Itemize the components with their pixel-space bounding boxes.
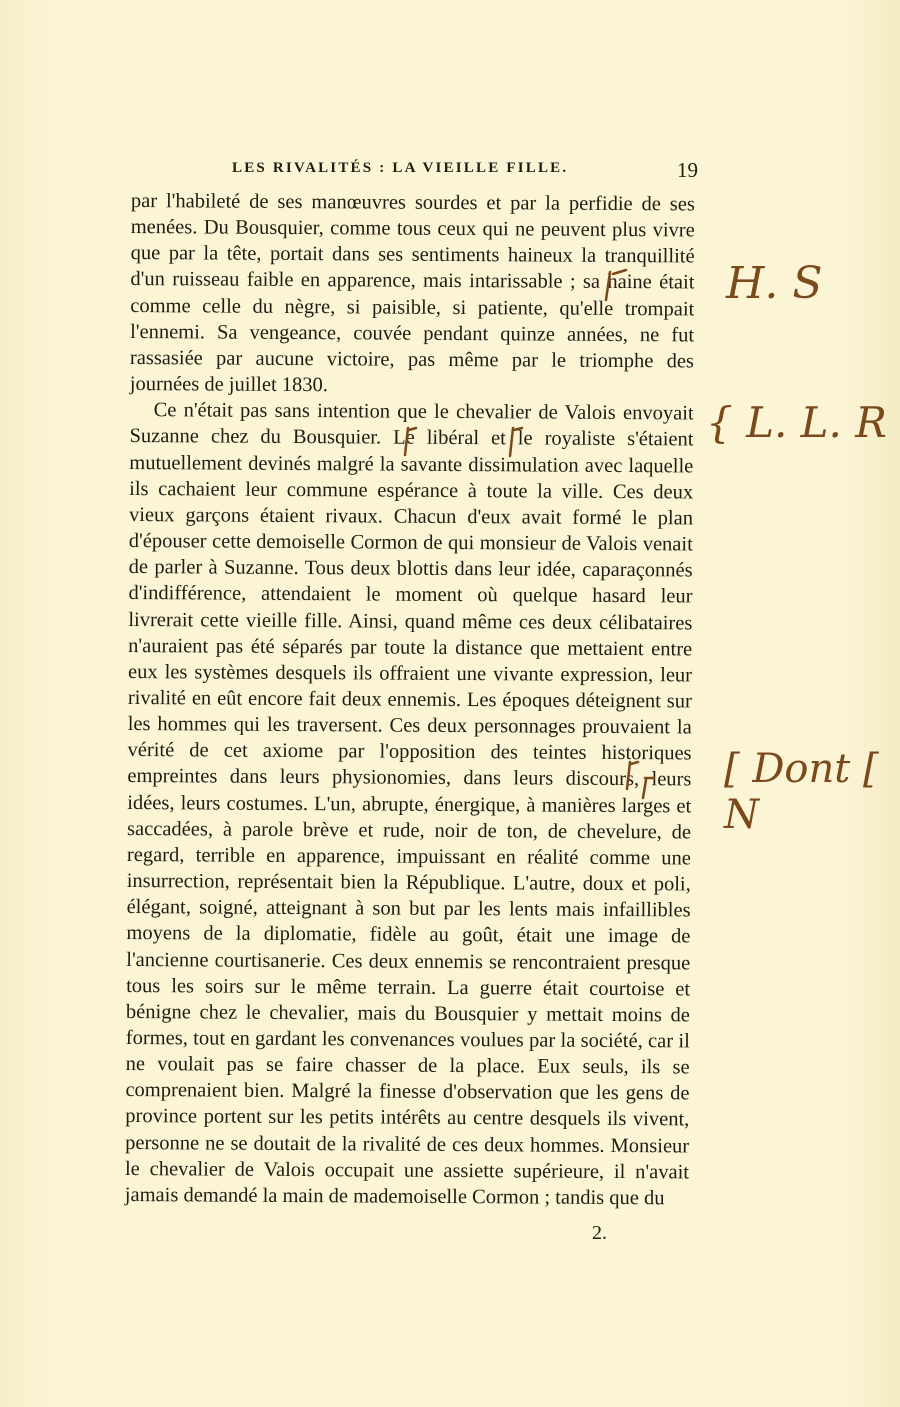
margin-note: { L. L. R (706, 398, 887, 447)
page-number: 19 (677, 158, 698, 182)
insertion-mark (405, 428, 416, 455)
insertion-mark (510, 428, 522, 456)
margin-note: H. S (726, 258, 823, 309)
margin-note: [ Dont [ N (724, 746, 879, 838)
paragraph: par l'habileté de ses manœuvres sourdes et par la perfidie de ses menées. Du Bousquier, comme tous ceux qui ne peuvent plus vivre que par la tête, portait dans ses sentiments haineux la tranquillité d'un ruisseau faible en apparence, mais intarissable ; sa haine était comme celle du nègre, si paisible, si patiente, qu'elle trompait l'ennemi. Sa vengeance, couvée pendant quinze années, ne fut rassasiée par aucune victoire, pas même par le triomphe des journées de juillet 1830. (129, 189, 695, 397)
insertion-mark (606, 270, 626, 300)
paragraph: Ce n'était pas sans intention que le chevalier de Valois envoyait Suzanne chez du Bousquier. Le libéral et le royaliste s'étaient mutuellement devinés malgré la savante dissimulation avec laquelle ils cachaient leur commune espérance à toute la ville. Ces deux vieux garçons étaient rivaux. Chacun d'eux avait formé le plan d'épouser cette demoiselle Cormon de qui monsieur de Valois venait de parler à Suzanne. Tous deux blottis dans leur idée, caparaçonnés d'indifférence, attendaient le moment où quelque hasard leur livrerait cette vieille fille. Ainsi, quand même ces deux célibataires n'auraient pas été séparés par toute la distance que mettaient entre eux les systèmes desquels ils offraient une vivante expression, leur rivalité en eût encore fait deux ennemis. Les époques déteignent sur les hommes qui les traversent. Ces deux personnages prouvaient la vérité de cet axiome par l'opposition des teintes historiques empreintes dans leurs physionomies, dans leurs discours, leurs idées, leurs costumes. L'un, abrupte, énergique, à manières larges et saccadées, à parole brève et rude, noir de ton, de chevelure, de regard, terrible en apparence, impuissant en réalité comme une insurrection, représentait bien la République. L'autre, doux et poli, élégant, soigné, atteignant à son but par les lents mais infaillibles moyens de la diplomatie, fidèle au goût, était une image de l'ancienne courtisanerie. Ces deux ennemis se rencontraient presque tous les soirs sur le même terrain. La guerre était courtoise et bénigne chez le chevalier, mais du Bousquier y mettait moins de formes, tout en gardant les convenances voulues par la société, car il ne voulait pas se faire chasser de la place. Eux seuls, ils se comprenaient bien. Malgré la finesse d'observation que les gens de province portent sur les petits intérêts au centre desquels ils vivent, personne ne se doutait de la rivalité de ces deux hommes. Monsieur le chevalier de Valois occupait une assiette supérieure, il n'avait jamais demandé la main de mademoiselle Cormon ; tandis que du (124, 399, 694, 1210)
insertion-mark (643, 778, 654, 798)
running-head: LES RIVALITÉS : LA VIEILLE FILLE. (232, 160, 569, 176)
signature-mark: 2. (592, 1222, 607, 1244)
insertion-mark (627, 762, 638, 789)
